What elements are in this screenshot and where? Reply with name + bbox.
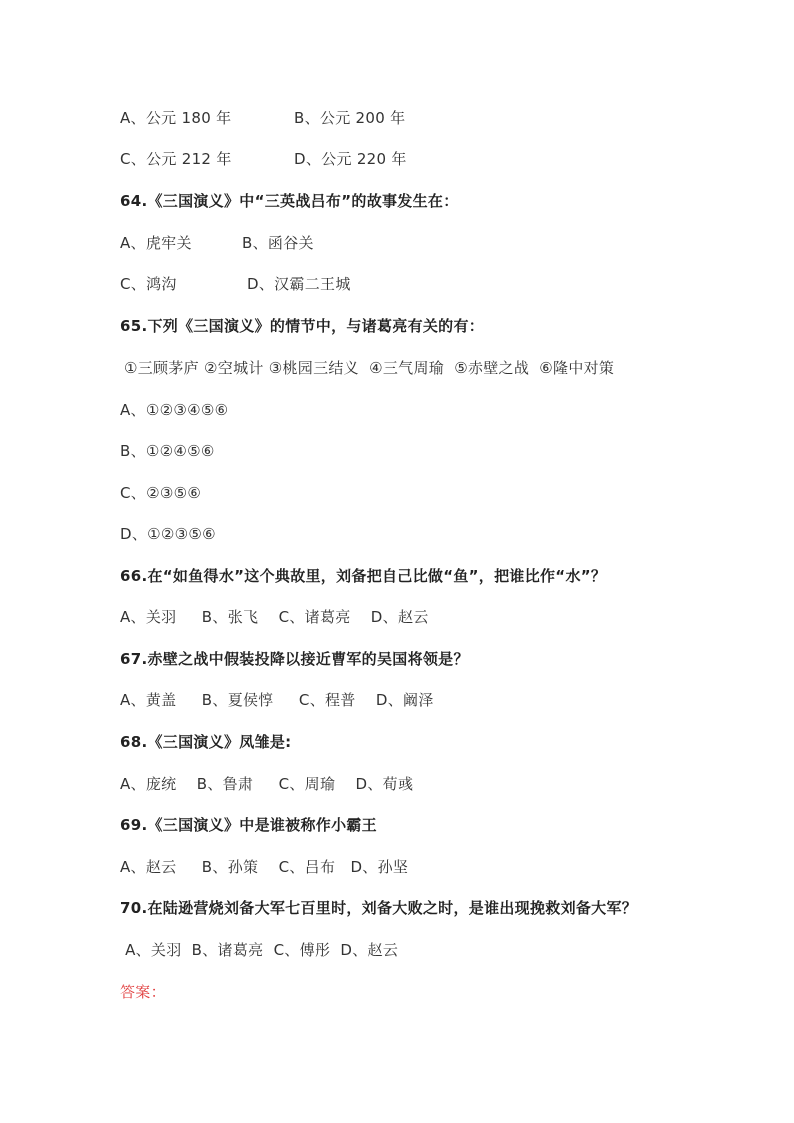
q64-option-c: C、鸿沟 <box>120 275 177 293</box>
q68-question: 68.《三国演义》凤雏是: <box>120 733 292 751</box>
q63-option-row-2 <box>120 149 407 169</box>
q66-question: 66.在“如鱼得水”这个典故里，刘备把自己比做“鱼”，把谁比作“水”？ <box>120 567 607 585</box>
q64-option-row-2 <box>120 274 351 294</box>
q70-question: 70.在陆逊营烧刘备大军七百里时，刘备大败之时，是谁出现挽救刘备大军？ <box>120 899 638 917</box>
q65-option-a: A、①②③④⑤⑥ <box>120 401 229 419</box>
q66-options: A、关羽 B、张飞 C、诸葛亮 D、赵云 <box>120 608 429 626</box>
q65-option-d: D、①②③⑤⑥ <box>120 525 216 543</box>
q63-option-row-1 <box>120 108 406 128</box>
q63-option-d: D、公元 220 年 <box>294 150 407 168</box>
q67-options: A、黄盖 B、夏侯惇 C、程普 D、阚泽 <box>120 691 434 709</box>
q67-question: 67.赤壁之战中假装投降以接近曹军的吴国将领是？ <box>120 650 469 668</box>
q65-option-b: B、①②④⑤⑥ <box>120 442 215 460</box>
q69-options: A、赵云 B、孙策 C、吕布 D、孙坚 <box>120 858 409 876</box>
q65-items: ①三顾茅庐 ②空城计 ③桃园三结义 ④三气周瑜 ⑤赤壁之战 ⑥隆中对策 <box>124 359 615 377</box>
q64-option-row-1 <box>120 233 314 253</box>
answer-label: 答案： <box>120 983 166 1001</box>
q63-option-b: B、公元 200 年 <box>294 109 406 127</box>
q64-option-a: A、虎牢关 <box>120 234 192 252</box>
q65-option-c: C、②③⑤⑥ <box>120 484 202 502</box>
q63-option-c: C、公元 212 年 <box>120 150 232 168</box>
q68-options: A、庞统 B、鲁肃 C、周瑜 D、荀彧 <box>120 775 414 793</box>
q65-question: 65.下列《三国演义》的情节中，与诸葛亮有关的有： <box>120 317 485 335</box>
q64-option-d: D、汉霸二王城 <box>247 275 351 293</box>
q64-question: 64.《三国演义》中“三英战吕布”的故事发生在： <box>120 192 459 210</box>
q69-question: 69.《三国演义》中是谁被称作小霸王 <box>120 816 377 834</box>
q64-option-b: B、函谷关 <box>242 234 314 252</box>
q63-option-a: A、公元 180 年 <box>120 109 232 127</box>
q70-options: A、关羽 B、诸葛亮 C、傅彤 D、赵云 <box>120 941 399 959</box>
